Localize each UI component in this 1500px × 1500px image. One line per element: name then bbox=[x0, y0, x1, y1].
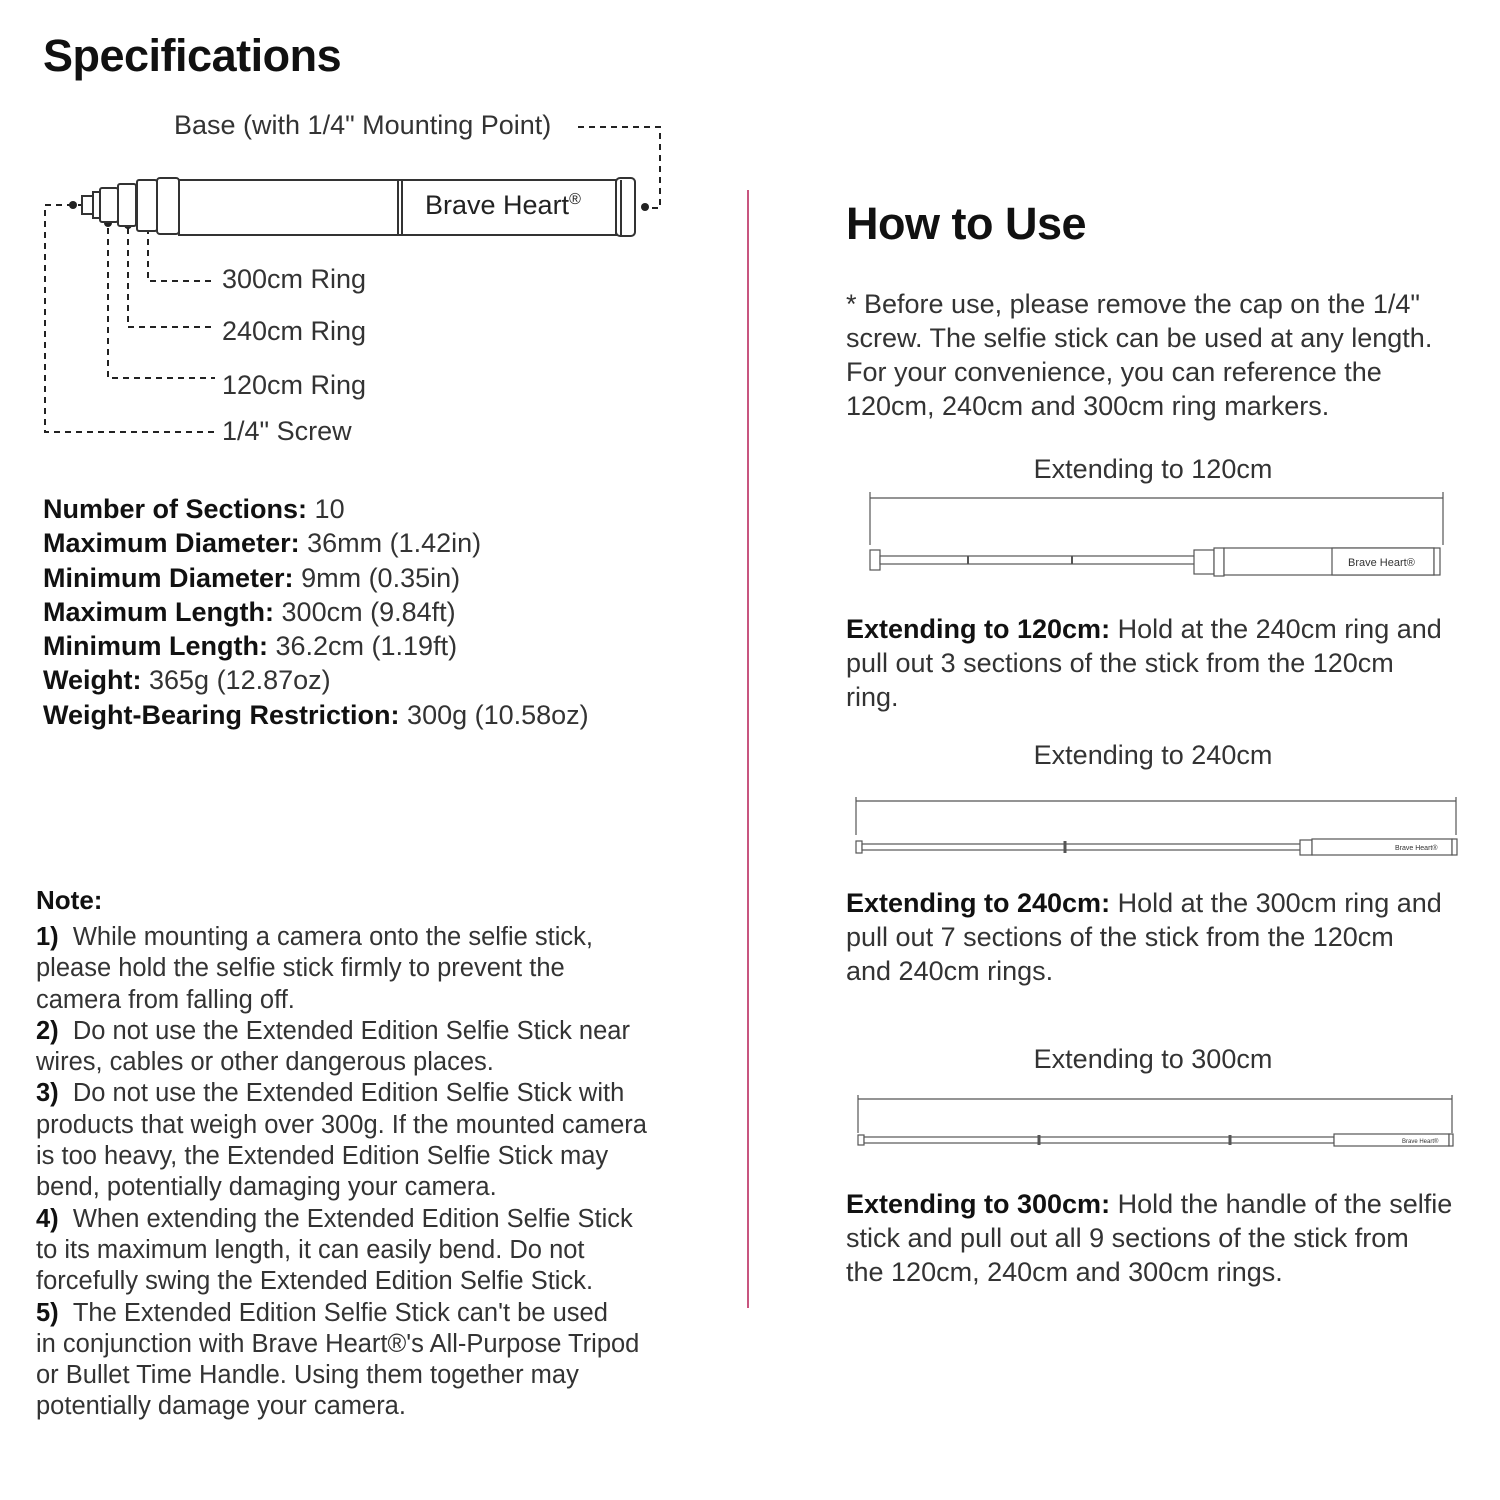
stick-brand-text: Brave Heart® bbox=[1348, 557, 1415, 569]
step-line: and 240cm rings. bbox=[846, 956, 1054, 986]
screw-label: 1/4" Screw bbox=[222, 416, 352, 446]
spec-item: Weight: 365g (12.87oz) bbox=[43, 665, 331, 696]
note-line: bend, potentially damaging your camera. bbox=[36, 1173, 497, 1202]
step-description: Extending to 300cm: Hold the handle of the selfie stick and pull out all 9 sections of the stick from the 120cm, 240cm and 300cm rings. bbox=[846, 1189, 1453, 1287]
svg-text:Brave Heart®: Brave Heart® bbox=[1402, 1139, 1439, 1145]
note-line: or Bullet Time Handle. Using them together may bbox=[36, 1361, 579, 1390]
note-title: Note: bbox=[36, 885, 103, 915]
note-item: 4) When extending the Extended Edition Selfie Stick bbox=[36, 1204, 633, 1233]
note-line: please hold the selfie stick firmly to prevent the bbox=[36, 954, 565, 983]
step-caption: Extending to 240cm bbox=[1033, 740, 1273, 770]
ring-120-label: 120cm Ring bbox=[222, 370, 367, 400]
step-line: ring. bbox=[846, 682, 899, 712]
note-line: products that weigh over 300g. If the mounted camera bbox=[36, 1110, 647, 1139]
step-line: pull out 7 sections of the stick from the 120cm bbox=[846, 922, 1394, 952]
spec-item: Maximum Diameter: 36mm (1.42in) bbox=[43, 528, 482, 559]
specifications-title: Specifications bbox=[43, 30, 342, 81]
note-line: in conjunction with Brave Heart®'s All-Purpose Tripod bbox=[36, 1329, 640, 1358]
spec-item: Number of Sections: 10 bbox=[43, 494, 345, 524]
stick-120cm-diagram bbox=[860, 490, 1460, 585]
step-caption: Extending to 300cm bbox=[1033, 1044, 1273, 1074]
note-line: camera from falling off. bbox=[36, 985, 295, 1014]
base-label: Base (with 1/4" Mounting Point) bbox=[174, 110, 552, 140]
stick-300cm-diagram bbox=[852, 1093, 1458, 1153]
note-item: 5) The Extended Edition Selfie Stick can't be used bbox=[36, 1298, 608, 1327]
intro-line: 120cm, 240cm and 300cm ring markers. bbox=[846, 391, 1330, 421]
brand-label: Brave Heart® bbox=[425, 190, 581, 220]
note-item: 3) Do not use the Extended Edition Selfie Stick with bbox=[36, 1079, 625, 1108]
step-line: stick and pull out all 9 sections of the stick from bbox=[846, 1223, 1409, 1253]
note-line: forcefully swing the Extended Edition Selfie Stick. bbox=[36, 1267, 594, 1296]
intro-line: For your convenience, you can reference the bbox=[846, 357, 1382, 387]
stick-240cm-diagram bbox=[850, 795, 1462, 860]
spec-item: Minimum Length: 36.2cm (1.19ft) bbox=[43, 631, 458, 662]
ring-240-label: 240cm Ring bbox=[222, 316, 367, 346]
note-line: to its maximum length, it can easily bend. Do not bbox=[36, 1235, 585, 1264]
spec-list bbox=[43, 492, 589, 732]
note-line: potentially damage your camera. bbox=[36, 1392, 406, 1421]
intro-line: * Before use, please remove the cap on the 1/4" bbox=[846, 289, 1420, 319]
how-to-use-title: How to Use bbox=[846, 198, 1087, 249]
step-caption: Extending to 120cm bbox=[1033, 454, 1273, 484]
spec-item: Maximum Length: 300cm (9.84ft) bbox=[43, 596, 456, 627]
note-line: wires, cables or other dangerous places. bbox=[36, 1048, 494, 1077]
note-item: 1) While mounting a camera onto the selfie stick, bbox=[36, 923, 594, 951]
intro-paragraph bbox=[846, 287, 1432, 423]
step-line: the 120cm, 240cm and 300cm rings. bbox=[846, 1257, 1283, 1287]
spec-item: Weight-Bearing Restriction: 300g (10.58oz) bbox=[43, 699, 589, 730]
note-list bbox=[36, 922, 647, 1423]
spec-item: Minimum Diameter: 9mm (0.35in) bbox=[43, 562, 461, 593]
note-line: is too heavy, the Extended Edition Selfie Stick may bbox=[36, 1142, 609, 1171]
svg-text:Brave Heart®: Brave Heart® bbox=[1395, 845, 1438, 852]
column-divider bbox=[747, 190, 749, 1308]
step-description: Extending to 240cm: Hold at the 300cm ring and pull out 7 sections of the stick from the 120cm and 240cm rings. bbox=[846, 888, 1442, 986]
ring-300-label: 300cm Ring bbox=[222, 264, 367, 294]
note-item: 2) Do not use the Extended Edition Selfie Stick near bbox=[36, 1016, 630, 1045]
intro-line: screw. The selfie stick can be used at any length. bbox=[846, 323, 1433, 353]
step-line: pull out 3 sections of the stick from the 120cm bbox=[846, 648, 1394, 678]
step-description: Extending to 120cm: Hold at the 240cm ring and pull out 3 sections of the stick from the 120cm ring. bbox=[846, 614, 1442, 712]
